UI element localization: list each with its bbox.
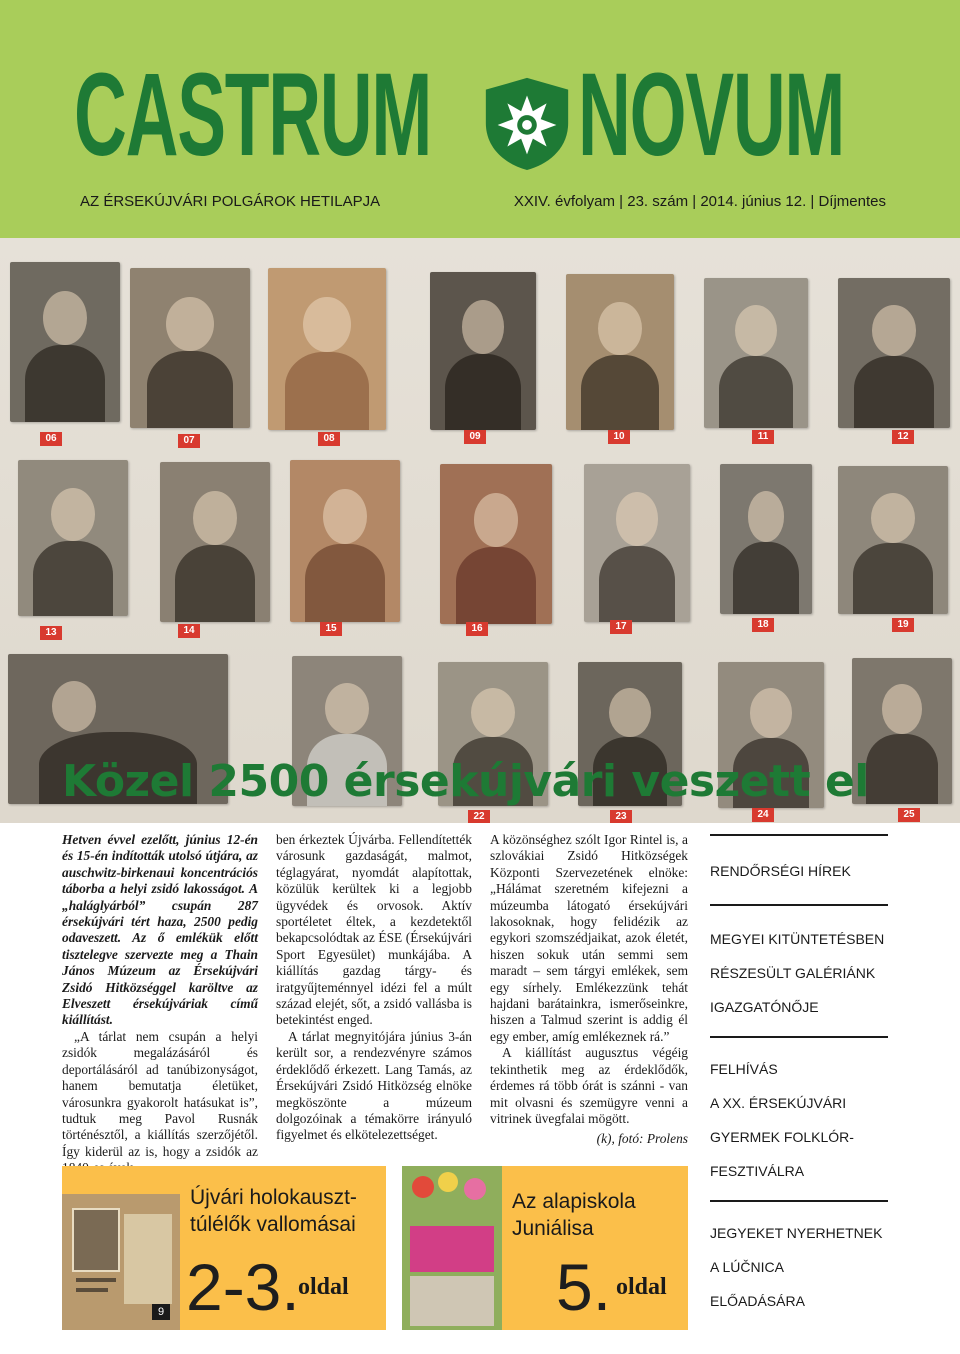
teaser-line: FESZTIVÁLRA	[710, 1163, 805, 1179]
coat-of-arms-icon	[478, 74, 576, 172]
masthead-tagline: AZ ÉRSEKÚJVÁRI POLGÁROK HETILAPJA	[80, 193, 381, 210]
article-byline: (k), fotó: Prolens	[596, 1131, 688, 1147]
portrait-photo	[720, 464, 812, 614]
festival-photo	[402, 1166, 502, 1330]
promo-title-line: Újvári holokauszt-	[190, 1186, 357, 1209]
promo-page-number: 2-3.	[186, 1250, 300, 1324]
teaser-line: IGAZGATÓNŐJE	[710, 999, 819, 1015]
portrait-photo	[10, 262, 120, 422]
teaser-line: MEGYEI KITÜNTETÉSBEN	[710, 931, 885, 947]
promo-title	[512, 1188, 636, 1242]
article-lead: Hetven évvel ezelőtt, június 12-én és 15-én indították utolsó útjára, az auschwitz-birkenaui koncentrációs táborba a helyi zsidó lakosságot. A „haláglyárból” csupán 287 érsekújvári tért haza, 2500 pedig odaveszett. Az ő emlékük előtt tisztelegve szervezte meg a Thain János Múzeum az Érsekújvári Zsidó Hitközséggel karöltve az Elveszett érsekújváriak című kiállítást.	[62, 832, 258, 1028]
photo-number-label: 25	[898, 808, 920, 822]
promo-page-label: oldal	[298, 1274, 349, 1300]
photo-number-label: 16	[466, 622, 488, 636]
promo-title-line: Az alapiskola	[512, 1190, 636, 1213]
article-paragraph: A kiállítást augusztus végéig tekinthetik meg az érdeklődők, érdemes rá több órát is szánni - van mit olvasni és szemügyre venni a vitrinek üvegfalai mögött.	[490, 1045, 688, 1126]
portrait-photo	[268, 268, 386, 430]
teaser-line: RÉSZESÜLT GALÉRIÁNK	[710, 965, 876, 981]
photo-number-label: 19	[892, 618, 914, 632]
photo-number-label: 12	[892, 430, 914, 444]
teaser-folklore-festival[interactable]	[710, 1038, 888, 1200]
teaser-line: A LÚČNICA	[710, 1259, 784, 1275]
portrait-photo	[440, 464, 552, 624]
photo-number-label: 11	[752, 430, 774, 444]
promo-school-festival[interactable]	[402, 1166, 688, 1330]
portrait-photo	[130, 268, 250, 428]
portrait-photo	[566, 274, 674, 430]
promo-holocaust-survivors[interactable]	[62, 1166, 386, 1330]
exhibition-photo	[0, 238, 960, 823]
masthead	[0, 0, 960, 238]
portrait-photo	[838, 466, 948, 614]
teaser-ticket-giveaway[interactable]	[710, 1202, 888, 1318]
teaser-line: JEGYEKET NYERHETNEK	[710, 1225, 883, 1241]
photo-number-label: 17	[610, 620, 632, 634]
photo-number-label: 24	[752, 808, 774, 822]
photo-number-label: 09	[464, 430, 486, 444]
promo-page-label: oldal	[616, 1274, 667, 1300]
teaser-line: RENDŐRSÉGI HÍREK	[710, 863, 851, 879]
promo-title	[190, 1184, 357, 1238]
document-photo	[62, 1194, 180, 1330]
photo-number-label: 9	[152, 1304, 170, 1320]
teaser-line: A XX. ÉRSEKÚJVÁRI	[710, 1095, 847, 1111]
article-paragraph: A közönséghez szólt Igor Rintel is, a szlovákiai Zsidó Hitközségek Központi Szervezetének elnöke: „Hálámat szeretném kifejezni a múzeumba látogató érsekújvári lakosoknak, hogy felidézik az egykori szomszédjaikat, azok életét, hiszen sokuk után semmi sem maradt – sem tárgyi emlékek, sem egy sírhely. Emlékezzünk tehát hajdani barátainkra, ismerőseinkre, hiszen a Talmud szerint is addig él egy ember, amíg emlékeznek rá.”	[490, 832, 688, 1044]
masthead-title-left: CASTRUM	[74, 49, 432, 181]
portrait-photo	[838, 278, 950, 428]
main-headline: Közel 2500 érsekújvári veszett el	[62, 756, 869, 807]
teaser-gallery-award[interactable]	[710, 906, 888, 1036]
masthead-title-right: NOVUM	[578, 49, 845, 181]
issue-info: XXIV. évfolyam | 23. szám | 2014. június 12. | Díjmentes	[513, 193, 886, 210]
promo-page-number: 5.	[556, 1250, 612, 1324]
news-teaser-sidebar	[710, 834, 888, 1318]
portrait-photo	[704, 278, 808, 428]
portrait-photo	[584, 464, 690, 622]
article-paragraph: A tárlat megnyitójára június 3-án került sor, a rendezvényre számos érdeklődő érkezett. Lang Tamás, az Érsekújvári Zsidó Hitközség elnöke megköszönte a múzeum dolgozóinak a témakörre irányuló figyelmet és elkötelezettséget.	[276, 1028, 472, 1143]
article-column-3	[490, 832, 688, 1148]
photo-number-label: 18	[752, 618, 774, 632]
teaser-police-news[interactable]	[710, 836, 888, 904]
photo-number-label: 10	[608, 430, 630, 444]
article-paragraph: „A tárlat nem csupán a helyi zsidók megalázásáról és deportálásáról ad tanúbizonyságot, hanem bemutatja életüket, városunkra gyakorolt hatásukat is”, tudtuk meg Pavol Rusnák történésztől, a kiállítás szerzőjétől. Így kiderül az is, hogy a zsidók az	[62, 1028, 258, 1159]
photo-number-label: 23	[610, 810, 632, 823]
photo-number-label: 13	[40, 626, 62, 640]
article-column-1	[62, 832, 258, 1177]
article-paragraph: ben érkeztek Újvárba. Fellendítették városunk gazdaságát, malmot, téglagyárat, nyomdát alapítottak, közülük kerültek ki a legjobb ügyvédek és orvosok. Aktív sportéletet éltek, a kezdetektől bekapcsolódtak az ÉSE (Érsekújvári Sport Egyesület) munkájába. A kiállítás gazdag tárgy- és iratgyűjteménnyel idézi fel a múlt század elejét, sőt, a zsidó vallásba is betekintést enged.	[276, 832, 472, 1028]
promo-title-line: Juniálisa	[512, 1217, 594, 1240]
teaser-line: ELŐADÁSÁRA	[710, 1293, 805, 1309]
portrait-photo	[160, 462, 270, 622]
teaser-line: GYERMEK FOLKLÓR-	[710, 1129, 854, 1145]
photo-number-label: 14	[178, 624, 200, 638]
photo-number-label: 06	[40, 432, 62, 446]
promo-title-line: túlélők vallomásai	[190, 1213, 356, 1236]
photo-number-label: 07	[178, 434, 200, 448]
photo-number-label: 22	[468, 810, 490, 823]
photo-number-label: 08	[318, 432, 340, 446]
teaser-line: FELHÍVÁS	[710, 1061, 778, 1077]
portrait-photo	[18, 460, 128, 616]
portrait-photo	[290, 460, 400, 622]
article-column-2	[276, 832, 472, 1144]
portrait-photo	[430, 272, 536, 430]
photo-number-label: 15	[320, 622, 342, 636]
